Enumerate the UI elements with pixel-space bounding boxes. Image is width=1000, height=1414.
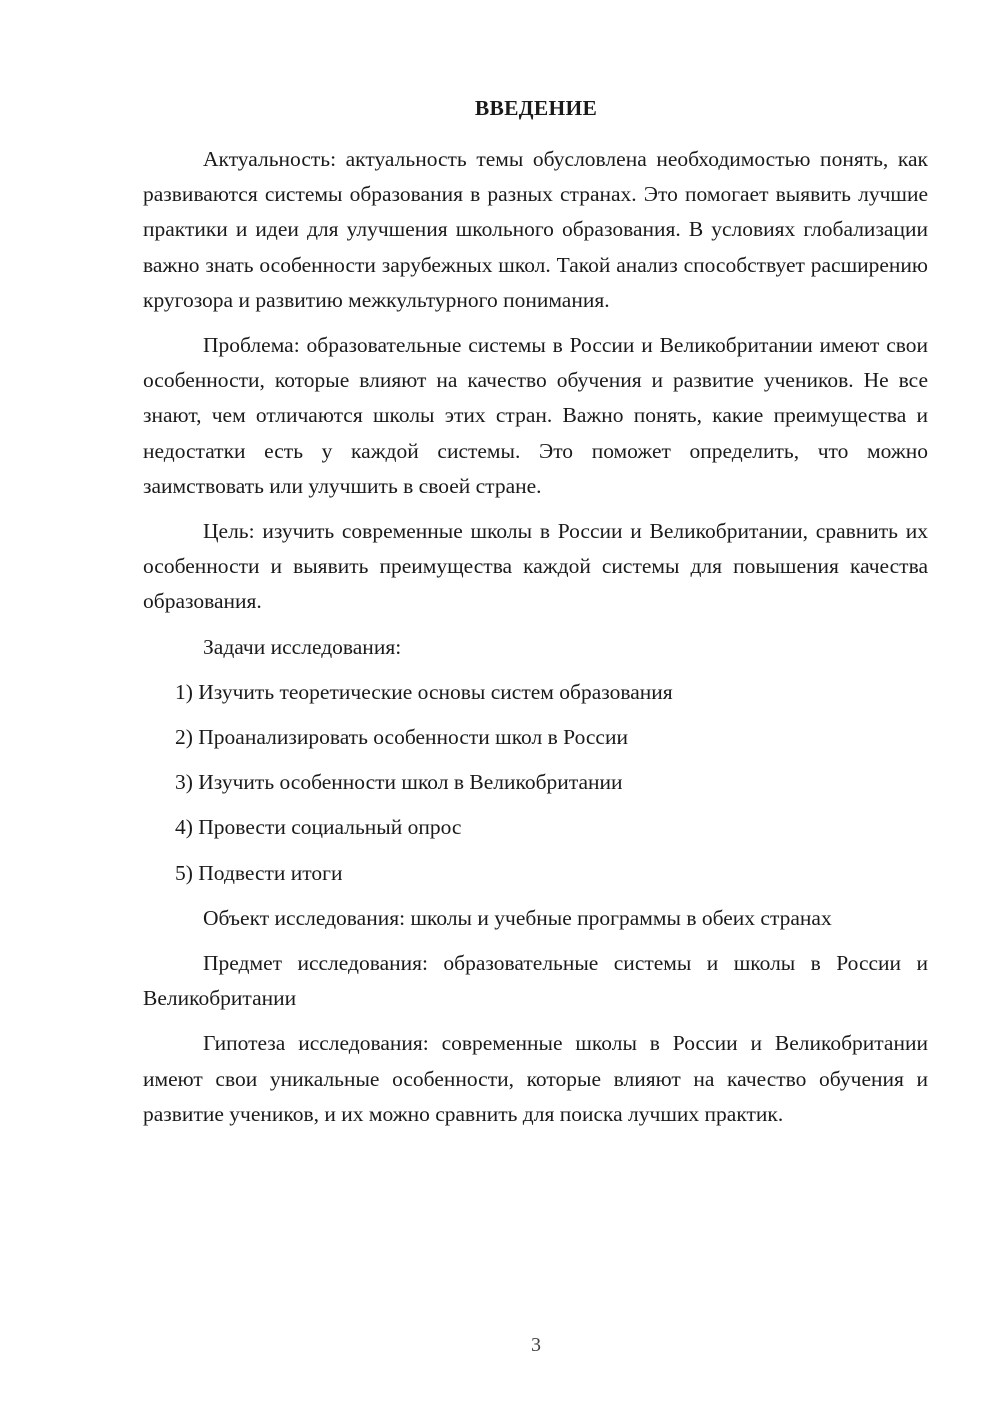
task-item: 3) Изучить особенности школ в Великобритании — [175, 770, 623, 795]
task-item: 5) Подвести итоги — [175, 860, 343, 885]
task-item: 1) Изучить теоретические основы систем образования — [175, 679, 673, 704]
task-item: 2) Проанализировать особенности школ в России — [175, 725, 628, 750]
relevance-paragraph: Актуальность: актуальность темы обусловлена необходимостью понять, как развиваются системы образования в разных странах. Это помогает выявить лучшие практики и идеи для улучшения школьного образования. В условиях глобализации важно знать особенности зарубежных школ. Такой анализ способствует расширению кругозора и развитию межкультурного понимания. — [143, 147, 928, 312]
page-number: 3 — [531, 1334, 541, 1356]
task-item: 4) Провести социальный опрос — [175, 815, 462, 840]
section-heading: ВВЕДЕНИЕ — [474, 96, 598, 120]
subject-paragraph: Предмет исследования: образовательные системы и школы в России и Великобритании — [143, 951, 928, 1011]
document-body — [143, 142, 928, 1142]
goal-paragraph: Цель: изучить современные школы в России и Великобритании, сравнить их особенности и выявить преимущества каждой системы для повышения качества образования. — [143, 519, 928, 614]
problem-paragraph: Проблема: образовательные системы в России и Великобритании имеют свои особенности, которые влияют на качество обучения и развитие учеников. Не все знают, чем отличаются школы этих стран. Важно понять, какие преимущества и недостатки есть у каждой системы. Это поможет определить, что можно заимствовать или улучшить в своей стране. — [143, 333, 928, 498]
object-paragraph: Объект исследования: школы и учебные программы в обеих странах — [203, 905, 832, 930]
tasks-title: Задачи исследования: — [203, 634, 402, 659]
hypothesis-paragraph: Гипотеза исследования: современные школы в России и Великобритании имеют свои уникальные особенности, которые влияют на качество обучения и развитие учеников, и их можно сравнить для поиска лучших практик. — [143, 1031, 928, 1126]
